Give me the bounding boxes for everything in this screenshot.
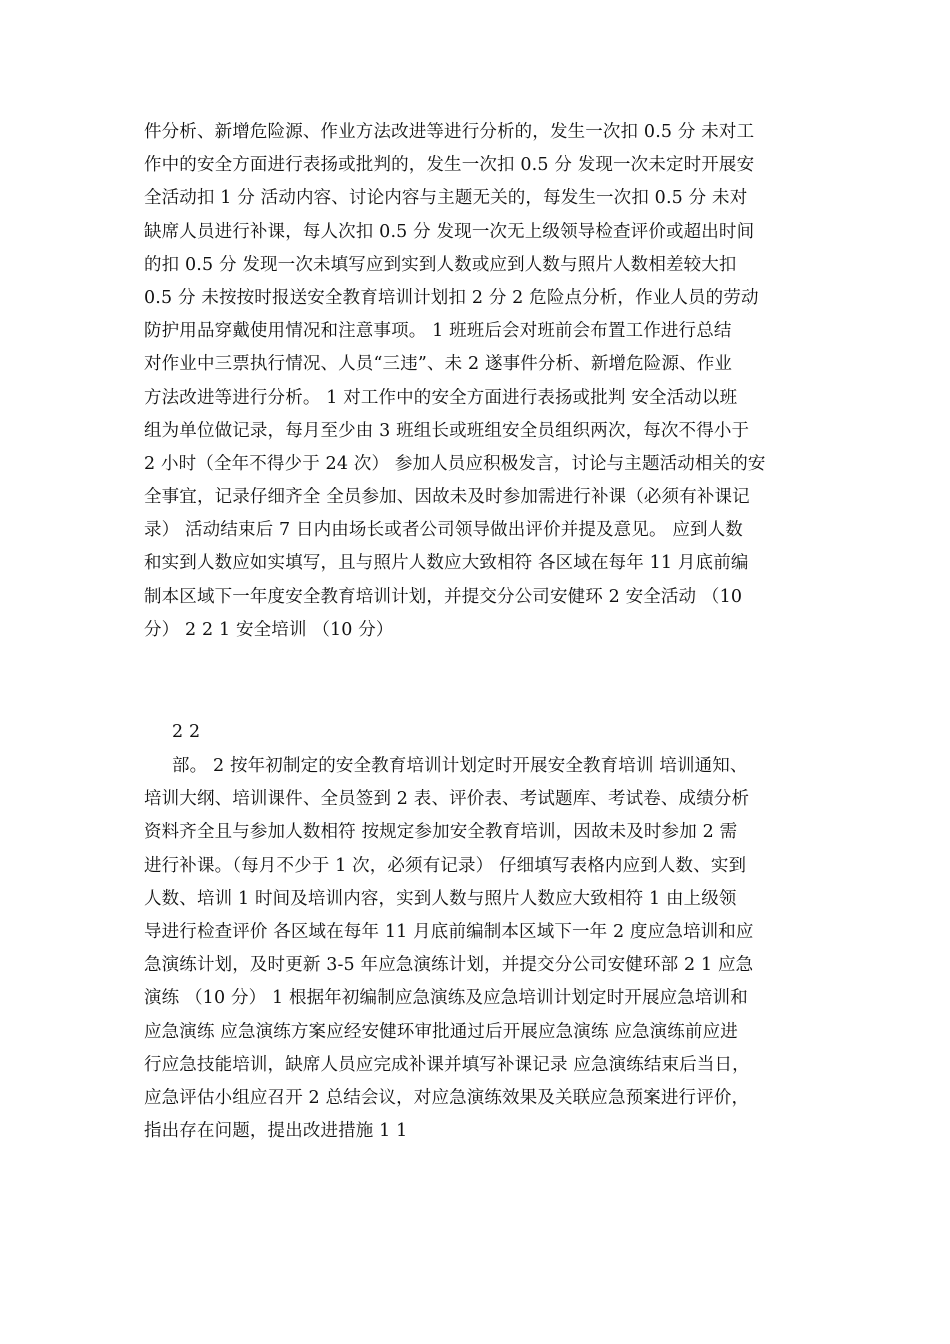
text-line: 缺席人员进行补课，每人次扣 0.5 分 发现一次无上级领导检查评价或超出时间 (144, 221, 755, 242)
text-line: 进行补课。（每月不少于 1 次，必须有记录） 仔细填写表格内应到人数、实到 (144, 855, 747, 876)
text-line: 和实到人数应如实填写，且与照片人数应大致相符 各区域在每年 11 月底前编 (144, 553, 749, 574)
text-line: 2 2 (172, 722, 201, 742)
text-line: 急演练计划，及时更新 3-5 年应急演练计划，并提交分公司安健环部 2 1 应急 (144, 955, 754, 976)
text-line: 指出存在问题，提出改进措施 1 1 (144, 1121, 408, 1142)
text-line: 行应急技能培训，缺席人员应完成补课并填写补课记录 应急演练结束后当日， (144, 1054, 750, 1075)
text-line: 2 小时（全年不得少于 24 次） 参加人员应积极发言，讨论与主题活动相关的安 (144, 453, 766, 474)
text-line: 全活动扣 1 分 活动内容、讨论内容与主题无关的，每发生一次扣 0.5 分 未对 (144, 188, 748, 209)
text-line: 应急演练 应急演练方案应经安健环审批通过后开展应急演练 应急演练前应进 (144, 1021, 738, 1042)
text-line: 方法改进等进行分析。 1 对工作中的安全方面进行表扬或批判 安全活动以班 (144, 387, 738, 408)
text-line: 分） 2 2 1 安全培训 （10 分） (144, 619, 394, 640)
text-line: 培训大纲、培训课件、全员签到 2 表、评价表、考试题库、考试卷、成绩分析 (144, 789, 750, 810)
paragraph-2 (172, 716, 838, 749)
text-line: 演练 （10 分） 1 根据年初编制应急演练及应急培训计划定时开展应急培训和 (144, 988, 748, 1009)
text-line: 资料齐全且与参加人数相符 按规定参加安全教育培训，因故未及时参加 2 需 (144, 822, 738, 843)
text-line: 的扣 0.5 分 发现一次未填写应到实到人数或应到人数与照片人数相差较大扣 (144, 254, 737, 275)
text-line: 部。 2 按年初制定的安全教育培训计划定时开展安全教育培训 培训通知、 (172, 756, 748, 776)
text-line: 应急评估小组应召开 2 总结会议，对应急演练效果及关联应急预案进行评价， (144, 1087, 750, 1108)
text-line: 件分析、新增危险源、作业方法改进等进行分析的，发生一次扣 0.5 分 未对工 (144, 122, 755, 142)
text-line: 防护用品穿戴使用情况和注意事项。 1 班班后会对班前会布置工作进行总结 (144, 321, 732, 342)
text-line: 录） 活动结束后 7 日内由场长或者公司领导做出评价并提及意见。 应到人数 (144, 520, 743, 541)
text-line: 组为单位做记录，每月至少由 3 班组长或班组安全员组织两次，每次不得小于 (144, 420, 750, 441)
text-line: 制本区域下一年度安全教育培训计划，并提交分公司安健环 2 安全活动 （10 (144, 586, 743, 607)
text-line: 0.5 分 未按按时报送安全教育培训计划扣 2 分 2 危险点分析，作业人员的劳动 (144, 287, 759, 308)
text-line: 全事宜，记录仔细齐全 全员参加、因故未及时参加需进行补课（必须有补课记 (144, 487, 750, 508)
paragraph-1 (144, 116, 810, 647)
text-line: 导进行检查评价 各区域在每年 11 月底前编制本区域下一年 2 度应急培训和应 (144, 921, 754, 942)
paragraph-3 (144, 750, 810, 1148)
text-line: 对作业中三票执行情况、人员“三违”、未 2 遂事件分析、新增危险源、作业 (144, 354, 733, 375)
text-line: 作中的安全方面进行表扬或批判的，发生一次扣 0.5 分 发现一次未定时开展安 (144, 155, 755, 176)
text-line: 人数、培训 1 时间及培训内容，实到人数与照片人数应大致相符 1 由上级领 (144, 888, 737, 909)
